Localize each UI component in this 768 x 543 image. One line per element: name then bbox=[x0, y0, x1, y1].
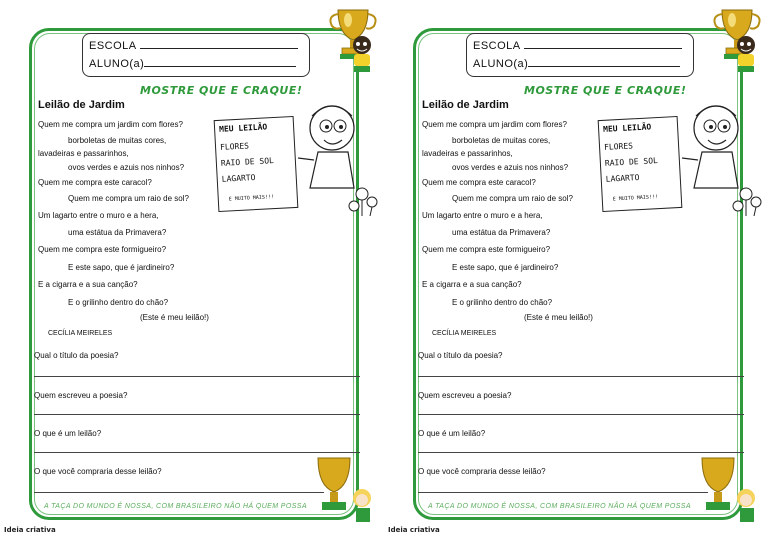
kid-illustration bbox=[346, 34, 380, 74]
student-line[interactable]: ALUNO(a) bbox=[473, 58, 680, 70]
question-2: Quem escreveu a poesia? bbox=[418, 391, 512, 400]
answer-line-1[interactable] bbox=[34, 376, 360, 377]
poem-line: Quem me compra um jardim com flores? bbox=[422, 120, 567, 129]
auction-sign bbox=[598, 116, 683, 212]
answer-line-1[interactable] bbox=[418, 376, 744, 377]
trophy-girl-illustration bbox=[694, 452, 764, 532]
sign-more: E MUITO MAIS!!! bbox=[612, 194, 659, 203]
question-4: O que você compraria desse leilão? bbox=[34, 467, 162, 476]
kid-illustration bbox=[730, 34, 764, 74]
auction-sign bbox=[214, 116, 299, 212]
poem-line: Um lagarto entre o muro e a hera, bbox=[422, 211, 543, 220]
poem-line: Quem me compra um jardim com flores? bbox=[38, 120, 183, 129]
answer-line-4[interactable] bbox=[34, 492, 324, 493]
poem-line: Quem me compra este formigueiro? bbox=[422, 245, 551, 254]
poem-line: uma estátua da Primavera? bbox=[452, 228, 551, 237]
sign-more: E MUITO MAIS!!! bbox=[228, 194, 275, 203]
sign-title: MEU LEILÃO bbox=[602, 122, 652, 134]
poem-line: ovos verdes e azuis nos ninhos? bbox=[452, 163, 569, 172]
student-line[interactable]: ALUNO(a) bbox=[89, 58, 296, 70]
question-4: O que você compraria desse leilão? bbox=[418, 467, 546, 476]
header-box bbox=[466, 33, 694, 77]
sign-title: MEU LEILÃO bbox=[218, 122, 268, 134]
sign-item: LAGARTO bbox=[221, 173, 256, 184]
brand-logo: Ideia criativa bbox=[388, 526, 440, 534]
poem-line: (Este é meu leilão!) bbox=[140, 313, 209, 322]
poem-line: ovos verdes e azuis nos ninhos? bbox=[68, 163, 185, 172]
poem-line: Um lagarto entre o muro e a hera, bbox=[38, 211, 159, 220]
footer-slogan: A TAÇA DO MUNDO É NOSSA, COM BRASILEIRO NÃO HÁ QUEM POSSA bbox=[44, 503, 307, 510]
school-line[interactable]: ESCOLA bbox=[473, 40, 682, 52]
poem-line: Quem me compra este caracol? bbox=[38, 178, 152, 187]
poem-line: E a cigarra e a sua canção? bbox=[38, 280, 138, 289]
worksheet-right bbox=[384, 0, 768, 543]
sign-item: FLORES bbox=[603, 141, 634, 152]
poem-line: E a cigarra e a sua canção? bbox=[422, 280, 522, 289]
footer-slogan: A TAÇA DO MUNDO É NOSSA, COM BRASILEIRO NÃO HÁ QUEM POSSA bbox=[428, 503, 691, 510]
answer-line-2[interactable] bbox=[34, 414, 360, 415]
poem-line: borboletas de muitas cores, bbox=[452, 136, 551, 145]
answer-line-4[interactable] bbox=[418, 492, 708, 493]
trophy-girl-illustration bbox=[310, 452, 380, 532]
sign-item: RAIO DE SOL bbox=[604, 156, 659, 168]
header-box bbox=[82, 33, 310, 77]
boy-illustration bbox=[292, 98, 382, 218]
poem-title: Leilão de Jardim bbox=[422, 99, 509, 111]
answer-line-2[interactable] bbox=[418, 414, 744, 415]
poem-line: E este sapo, que é jardineiro? bbox=[68, 263, 175, 272]
brand-logo: Ideia criativa bbox=[4, 526, 56, 534]
poem-title: Leilão de Jardim bbox=[38, 99, 125, 111]
poem-line: Quem me compra um raio de sol? bbox=[68, 194, 189, 203]
poem-line: lavadeiras e passarinhos, bbox=[422, 149, 513, 158]
poem-author: CECÍLIA MEIRELES bbox=[432, 330, 497, 337]
poem-line: borboletas de muitas cores, bbox=[68, 136, 167, 145]
banner-title: MOSTRE QUE E CRAQUE! bbox=[140, 84, 303, 97]
poem-line: E o grilinho dentro do chão? bbox=[68, 298, 169, 307]
poem-line: lavadeiras e passarinhos, bbox=[38, 149, 129, 158]
sign-item: LAGARTO bbox=[605, 173, 640, 184]
poem-line: (Este é meu leilão!) bbox=[524, 313, 593, 322]
sign-item: RAIO DE SOL bbox=[220, 156, 275, 168]
poem-line: uma estátua da Primavera? bbox=[68, 228, 167, 237]
poem-line: E o grilinho dentro do chão? bbox=[452, 298, 553, 307]
question-3: O que é um leilão? bbox=[34, 429, 102, 438]
banner-title: MOSTRE QUE E CRAQUE! bbox=[524, 84, 687, 97]
question-1: Qual o título da poesia? bbox=[34, 351, 119, 360]
question-2: Quem escreveu a poesia? bbox=[34, 391, 128, 400]
school-line[interactable]: ESCOLA bbox=[89, 40, 298, 52]
question-3: O que é um leilão? bbox=[418, 429, 486, 438]
poem-line: Quem me compra este caracol? bbox=[422, 178, 536, 187]
poem-line: E este sapo, que é jardineiro? bbox=[452, 263, 559, 272]
poem-line: Quem me compra um raio de sol? bbox=[452, 194, 573, 203]
poem-line: Quem me compra este formigueiro? bbox=[38, 245, 167, 254]
poem-author: CECÍLIA MEIRELES bbox=[48, 330, 113, 337]
boy-illustration bbox=[676, 98, 766, 218]
question-1: Qual o título da poesia? bbox=[418, 351, 503, 360]
sign-item: FLORES bbox=[219, 141, 250, 152]
